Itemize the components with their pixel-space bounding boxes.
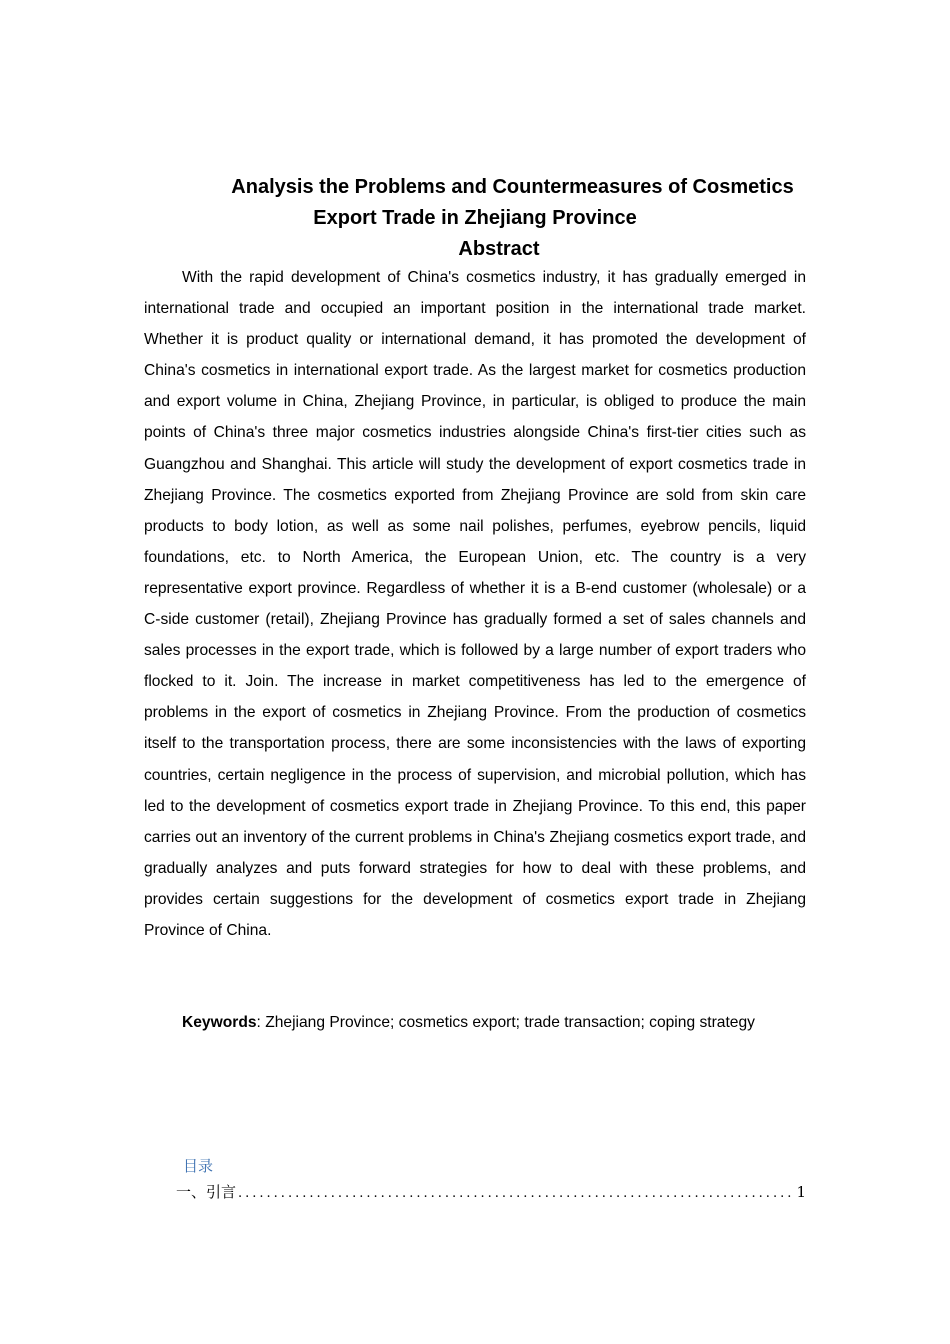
abstract-paragraph: With the rapid development of China's cosmetics industry, it has gradually emerged in international trade and occupied an important position in the international trade market. Whether it is product quality or international demand, it has promoted the development of China's cosmetics in international export trade. As the largest market for cosmetics production and export volume in China, Zhejiang Province, in particular, is obliged to produce the main points of China's three major cosmetics industries alongside China's first-tier cities such as Guangzhou and Shanghai. This article will study the development of export cosmetics trade in Zhejiang Province. The cosmetics exported from Zhejiang Province are sold from skin care products to body lotion, as well as some nail polishes, perfumes, eyebrow pencils, liquid foundations, etc. to North America, the European Union, etc. The country is a very representative export province. Regardless of whether it is a B-end customer (wholesale) or a C-side customer (retail), Zhejiang Province has gradually formed a set of sales channels and sales processes in the export trade, which is followed by a large number of export traders who flocked to it. Join. The increase in market competitiveness has led to the emergence of problems in the export of cosmetics in Zhejiang Province. From the production of cosmetics itself to the transportation process, there are some inconsistencies with the laws of exporting countries, certain negligence in the process of supervision, and microbial pollution, which has led to the development of cosmetics export trade in Zhejiang Province. To this end, this paper carries out an inventory of the current problems in China's Zhejiang cosmetics export trade, and gradually analyzes and puts forward strategies for how to deal with these problems, and provides certain suggestions for the development of cosmetics export trade in Zhejiang Province of China. [144,269,806,939]
toc-leader-dots [238,1183,794,1205]
abstract-heading: Abstract [458,238,540,260]
toc-entry-page: 1 [796,1183,806,1201]
toc-entry[interactable] [176,1181,806,1205]
keywords-separator: : [256,1014,266,1031]
toc-heading: 目录 [183,1157,214,1175]
keywords-paragraph [144,1007,806,1038]
document-title [144,172,806,234]
title-line-1: Analysis the Problems and Countermeasures of Cosmetics [231,176,794,198]
keywords-text: Zhejiang Province; cosmetics export; trade transaction; coping strategy [265,1014,755,1031]
keywords-label: Keywords [182,1014,257,1031]
toc-entry-label: 一、引言 [176,1183,237,1201]
title-line-2: Export Trade in Zhejiang Province [313,207,637,229]
